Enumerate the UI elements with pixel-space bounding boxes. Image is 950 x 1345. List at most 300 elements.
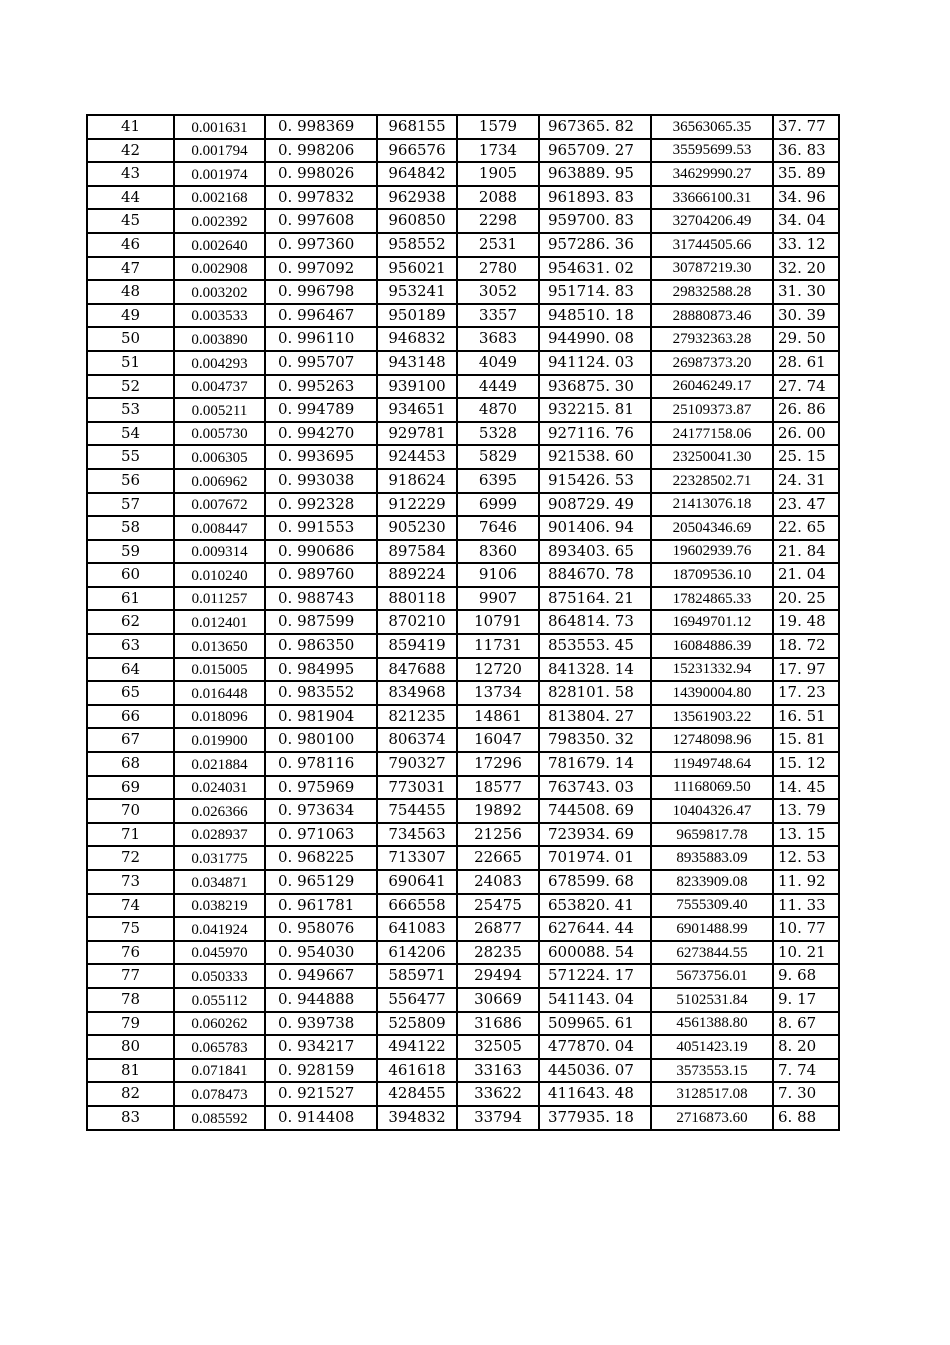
table-row — [87, 823, 839, 847]
table-row — [87, 894, 839, 918]
person-years-cell: 763743. 03 — [539, 776, 651, 800]
table-row — [87, 445, 839, 469]
total-person-years-cell: 3573553.15 — [651, 1059, 773, 1083]
death-prob-cell: 0.003890 — [174, 327, 265, 351]
survivors-cell: 754455 — [377, 799, 457, 823]
survivors-cell: 929781 — [377, 422, 457, 446]
survivors-cell: 968155 — [377, 115, 457, 139]
survivors-cell: 859419 — [377, 634, 457, 658]
age-cell: 79 — [87, 1012, 174, 1036]
age-cell: 63 — [87, 634, 174, 658]
age-cell: 74 — [87, 894, 174, 918]
deaths-cell: 9907 — [457, 587, 539, 611]
deaths-cell: 2088 — [457, 186, 539, 210]
table-row — [87, 964, 839, 988]
life-expectancy-cell: 24. 31 — [773, 469, 839, 493]
age-cell: 81 — [87, 1059, 174, 1083]
table-row — [87, 516, 839, 540]
survival-prob-cell: 0. 986350 — [265, 634, 377, 658]
age-cell: 43 — [87, 162, 174, 186]
age-cell: 80 — [87, 1035, 174, 1059]
table-row — [87, 1082, 839, 1106]
deaths-cell: 19892 — [457, 799, 539, 823]
table-row — [87, 1035, 839, 1059]
survivors-cell: 962938 — [377, 186, 457, 210]
life-expectancy-cell: 17. 23 — [773, 681, 839, 705]
deaths-cell: 3052 — [457, 280, 539, 304]
survival-prob-cell: 0. 995263 — [265, 375, 377, 399]
survivors-cell: 773031 — [377, 776, 457, 800]
survival-prob-cell: 0. 984995 — [265, 658, 377, 682]
table-row — [87, 280, 839, 304]
table-row — [87, 186, 839, 210]
death-prob-cell: 0.006305 — [174, 445, 265, 469]
age-cell: 59 — [87, 540, 174, 564]
table-row — [87, 587, 839, 611]
death-prob-cell: 0.045970 — [174, 941, 265, 965]
deaths-cell: 17296 — [457, 752, 539, 776]
life-expectancy-cell: 7. 30 — [773, 1082, 839, 1106]
life-expectancy-cell: 11. 33 — [773, 894, 839, 918]
survivors-cell: 394832 — [377, 1106, 457, 1130]
life-expectancy-cell: 12. 53 — [773, 846, 839, 870]
survival-prob-cell: 0. 987599 — [265, 610, 377, 634]
deaths-cell: 26877 — [457, 917, 539, 941]
person-years-cell: 653820. 41 — [539, 894, 651, 918]
life-expectancy-cell: 18. 72 — [773, 634, 839, 658]
survivors-cell: 494122 — [377, 1035, 457, 1059]
total-person-years-cell: 17824865.33 — [651, 587, 773, 611]
deaths-cell: 22665 — [457, 846, 539, 870]
life-table — [86, 114, 840, 1131]
life-expectancy-cell: 13. 79 — [773, 799, 839, 823]
death-prob-cell: 0.011257 — [174, 587, 265, 611]
age-cell: 55 — [87, 445, 174, 469]
life-expectancy-cell: 27. 74 — [773, 375, 839, 399]
survival-prob-cell: 0. 998026 — [265, 162, 377, 186]
age-cell: 46 — [87, 233, 174, 257]
age-cell: 66 — [87, 705, 174, 729]
table-row — [87, 209, 839, 233]
person-years-cell: 864814. 73 — [539, 610, 651, 634]
total-person-years-cell: 7555309.40 — [651, 894, 773, 918]
survivors-cell: 806374 — [377, 728, 457, 752]
survival-prob-cell: 0. 978116 — [265, 752, 377, 776]
deaths-cell: 1905 — [457, 162, 539, 186]
person-years-cell: 921538. 60 — [539, 445, 651, 469]
death-prob-cell: 0.038219 — [174, 894, 265, 918]
survivors-cell: 428455 — [377, 1082, 457, 1106]
person-years-cell: 957286. 36 — [539, 233, 651, 257]
person-years-cell: 541143. 04 — [539, 988, 651, 1012]
person-years-cell: 853553. 45 — [539, 634, 651, 658]
total-person-years-cell: 26046249.17 — [651, 375, 773, 399]
total-person-years-cell: 18709536.10 — [651, 563, 773, 587]
table-row — [87, 681, 839, 705]
table-row — [87, 233, 839, 257]
table-row — [87, 563, 839, 587]
total-person-years-cell: 33666100.31 — [651, 186, 773, 210]
survivors-cell: 964842 — [377, 162, 457, 186]
total-person-years-cell: 5673756.01 — [651, 964, 773, 988]
total-person-years-cell: 22328502.71 — [651, 469, 773, 493]
deaths-cell: 10791 — [457, 610, 539, 634]
person-years-cell: 967365. 82 — [539, 115, 651, 139]
death-prob-cell: 0.001631 — [174, 115, 265, 139]
person-years-cell: 798350. 32 — [539, 728, 651, 752]
table-row — [87, 351, 839, 375]
deaths-cell: 2531 — [457, 233, 539, 257]
survival-prob-cell: 0. 998369 — [265, 115, 377, 139]
life-expectancy-cell: 25. 15 — [773, 445, 839, 469]
death-prob-cell: 0.005730 — [174, 422, 265, 446]
total-person-years-cell: 16084886.39 — [651, 634, 773, 658]
deaths-cell: 5328 — [457, 422, 539, 446]
table-row — [87, 540, 839, 564]
survival-prob-cell: 0. 914408 — [265, 1106, 377, 1130]
life-expectancy-cell: 29. 50 — [773, 327, 839, 351]
death-prob-cell: 0.050333 — [174, 964, 265, 988]
table-row — [87, 917, 839, 941]
life-expectancy-cell: 10. 77 — [773, 917, 839, 941]
survival-prob-cell: 0. 980100 — [265, 728, 377, 752]
survival-prob-cell: 0. 991553 — [265, 516, 377, 540]
deaths-cell: 33163 — [457, 1059, 539, 1083]
death-prob-cell: 0.001794 — [174, 139, 265, 163]
person-years-cell: 941124. 03 — [539, 351, 651, 375]
total-person-years-cell: 5102531.84 — [651, 988, 773, 1012]
death-prob-cell: 0.034871 — [174, 870, 265, 894]
life-expectancy-cell: 26. 86 — [773, 398, 839, 422]
survival-prob-cell: 0. 998206 — [265, 139, 377, 163]
survivors-cell: 912229 — [377, 493, 457, 517]
survival-prob-cell: 0. 992328 — [265, 493, 377, 517]
death-prob-cell: 0.016448 — [174, 681, 265, 705]
total-person-years-cell: 26987373.20 — [651, 351, 773, 375]
life-expectancy-cell: 15. 12 — [773, 752, 839, 776]
deaths-cell: 9106 — [457, 563, 539, 587]
age-cell: 72 — [87, 846, 174, 870]
life-expectancy-cell: 10. 21 — [773, 941, 839, 965]
age-cell: 53 — [87, 398, 174, 422]
deaths-cell: 21256 — [457, 823, 539, 847]
life-expectancy-cell: 26. 00 — [773, 422, 839, 446]
life-expectancy-cell: 19. 48 — [773, 610, 839, 634]
death-prob-cell: 0.018096 — [174, 705, 265, 729]
death-prob-cell: 0.004293 — [174, 351, 265, 375]
survival-prob-cell: 0. 958076 — [265, 917, 377, 941]
table-row — [87, 115, 839, 139]
age-cell: 64 — [87, 658, 174, 682]
survival-prob-cell: 0. 971063 — [265, 823, 377, 847]
person-years-cell: 893403. 65 — [539, 540, 651, 564]
age-cell: 60 — [87, 563, 174, 587]
age-cell: 49 — [87, 304, 174, 328]
person-years-cell: 571224. 17 — [539, 964, 651, 988]
survival-prob-cell: 0. 944888 — [265, 988, 377, 1012]
age-cell: 44 — [87, 186, 174, 210]
survivors-cell: 897584 — [377, 540, 457, 564]
age-cell: 61 — [87, 587, 174, 611]
death-prob-cell: 0.015005 — [174, 658, 265, 682]
age-cell: 77 — [87, 964, 174, 988]
survivors-cell: 943148 — [377, 351, 457, 375]
survivors-cell: 889224 — [377, 563, 457, 587]
survivors-cell: 585971 — [377, 964, 457, 988]
total-person-years-cell: 10404326.47 — [651, 799, 773, 823]
death-prob-cell: 0.055112 — [174, 988, 265, 1012]
life-expectancy-cell: 11. 92 — [773, 870, 839, 894]
total-person-years-cell: 20504346.69 — [651, 516, 773, 540]
deaths-cell: 3357 — [457, 304, 539, 328]
person-years-cell: 600088. 54 — [539, 941, 651, 965]
person-years-cell: 841328. 14 — [539, 658, 651, 682]
death-prob-cell: 0.085592 — [174, 1106, 265, 1130]
total-person-years-cell: 9659817.78 — [651, 823, 773, 847]
deaths-cell: 4049 — [457, 351, 539, 375]
person-years-cell: 963889. 95 — [539, 162, 651, 186]
total-person-years-cell: 4051423.19 — [651, 1035, 773, 1059]
deaths-cell: 32505 — [457, 1035, 539, 1059]
table-row — [87, 752, 839, 776]
table-row — [87, 162, 839, 186]
age-cell: 52 — [87, 375, 174, 399]
deaths-cell: 33622 — [457, 1082, 539, 1106]
table-row — [87, 139, 839, 163]
survivors-cell: 821235 — [377, 705, 457, 729]
death-prob-cell: 0.012401 — [174, 610, 265, 634]
survivors-cell: 641083 — [377, 917, 457, 941]
age-cell: 41 — [87, 115, 174, 139]
person-years-cell: 781679. 14 — [539, 752, 651, 776]
person-years-cell: 915426. 53 — [539, 469, 651, 493]
person-years-cell: 944990. 08 — [539, 327, 651, 351]
life-expectancy-cell: 37. 77 — [773, 115, 839, 139]
death-prob-cell: 0.007672 — [174, 493, 265, 517]
table-row — [87, 658, 839, 682]
total-person-years-cell: 29832588.28 — [651, 280, 773, 304]
person-years-cell: 723934. 69 — [539, 823, 651, 847]
life-expectancy-cell: 9. 68 — [773, 964, 839, 988]
life-expectancy-cell: 8. 67 — [773, 1012, 839, 1036]
survivors-cell: 958552 — [377, 233, 457, 257]
total-person-years-cell: 32704206.49 — [651, 209, 773, 233]
survivors-cell: 690641 — [377, 870, 457, 894]
deaths-cell: 16047 — [457, 728, 539, 752]
age-cell: 75 — [87, 917, 174, 941]
survivors-cell: 525809 — [377, 1012, 457, 1036]
table-row — [87, 304, 839, 328]
person-years-cell: 965709. 27 — [539, 139, 651, 163]
survival-prob-cell: 0. 996110 — [265, 327, 377, 351]
death-prob-cell: 0.031775 — [174, 846, 265, 870]
death-prob-cell: 0.024031 — [174, 776, 265, 800]
person-years-cell: 961893. 83 — [539, 186, 651, 210]
survival-prob-cell: 0. 973634 — [265, 799, 377, 823]
survival-prob-cell: 0. 954030 — [265, 941, 377, 965]
survivors-cell: 918624 — [377, 469, 457, 493]
deaths-cell: 8360 — [457, 540, 539, 564]
table-row — [87, 941, 839, 965]
life-expectancy-cell: 6. 88 — [773, 1106, 839, 1130]
age-cell: 82 — [87, 1082, 174, 1106]
deaths-cell: 2298 — [457, 209, 539, 233]
life-expectancy-cell: 28. 61 — [773, 351, 839, 375]
total-person-years-cell: 11949748.64 — [651, 752, 773, 776]
total-person-years-cell: 30787219.30 — [651, 257, 773, 281]
death-prob-cell: 0.001974 — [174, 162, 265, 186]
age-cell: 42 — [87, 139, 174, 163]
table-row — [87, 705, 839, 729]
survivors-cell: 556477 — [377, 988, 457, 1012]
age-cell: 69 — [87, 776, 174, 800]
total-person-years-cell: 11168069.50 — [651, 776, 773, 800]
age-cell: 48 — [87, 280, 174, 304]
survival-prob-cell: 0. 997608 — [265, 209, 377, 233]
person-years-cell: 884670. 78 — [539, 563, 651, 587]
age-cell: 58 — [87, 516, 174, 540]
age-cell: 51 — [87, 351, 174, 375]
survival-prob-cell: 0. 994270 — [265, 422, 377, 446]
survivors-cell: 934651 — [377, 398, 457, 422]
survivors-cell: 834968 — [377, 681, 457, 705]
survival-prob-cell: 0. 997832 — [265, 186, 377, 210]
death-prob-cell: 0.060262 — [174, 1012, 265, 1036]
death-prob-cell: 0.002168 — [174, 186, 265, 210]
survival-prob-cell: 0. 990686 — [265, 540, 377, 564]
age-cell: 65 — [87, 681, 174, 705]
person-years-cell: 951714. 83 — [539, 280, 651, 304]
total-person-years-cell: 3128517.08 — [651, 1082, 773, 1106]
survival-prob-cell: 0. 965129 — [265, 870, 377, 894]
survival-prob-cell: 0. 993695 — [265, 445, 377, 469]
life-expectancy-cell: 34. 96 — [773, 186, 839, 210]
survivors-cell: 614206 — [377, 941, 457, 965]
death-prob-cell: 0.002392 — [174, 209, 265, 233]
survivors-cell: 939100 — [377, 375, 457, 399]
age-cell: 83 — [87, 1106, 174, 1130]
deaths-cell: 30669 — [457, 988, 539, 1012]
deaths-cell: 5829 — [457, 445, 539, 469]
death-prob-cell: 0.004737 — [174, 375, 265, 399]
deaths-cell: 2780 — [457, 257, 539, 281]
total-person-years-cell: 19602939.76 — [651, 540, 773, 564]
death-prob-cell: 0.013650 — [174, 634, 265, 658]
table-row — [87, 327, 839, 351]
death-prob-cell: 0.028937 — [174, 823, 265, 847]
person-years-cell: 411643. 48 — [539, 1082, 651, 1106]
table-row — [87, 846, 839, 870]
survivors-cell: 790327 — [377, 752, 457, 776]
deaths-cell: 7646 — [457, 516, 539, 540]
life-expectancy-cell: 14. 45 — [773, 776, 839, 800]
life-expectancy-cell: 16. 51 — [773, 705, 839, 729]
person-years-cell: 908729. 49 — [539, 493, 651, 517]
table-row — [87, 634, 839, 658]
survival-prob-cell: 0. 995707 — [265, 351, 377, 375]
person-years-cell: 627644. 44 — [539, 917, 651, 941]
age-cell: 47 — [87, 257, 174, 281]
survival-prob-cell: 0. 996467 — [265, 304, 377, 328]
total-person-years-cell: 35595699.53 — [651, 139, 773, 163]
life-expectancy-cell: 30. 39 — [773, 304, 839, 328]
survival-prob-cell: 0. 997360 — [265, 233, 377, 257]
total-person-years-cell: 31744505.66 — [651, 233, 773, 257]
age-cell: 68 — [87, 752, 174, 776]
deaths-cell: 3683 — [457, 327, 539, 351]
life-expectancy-cell: 13. 15 — [773, 823, 839, 847]
survival-prob-cell: 0. 934217 — [265, 1035, 377, 1059]
person-years-cell: 509965. 61 — [539, 1012, 651, 1036]
deaths-cell: 4449 — [457, 375, 539, 399]
table-row — [87, 398, 839, 422]
survivors-cell: 953241 — [377, 280, 457, 304]
survivors-cell: 666558 — [377, 894, 457, 918]
death-prob-cell: 0.071841 — [174, 1059, 265, 1083]
table-row — [87, 870, 839, 894]
life-expectancy-cell: 35. 89 — [773, 162, 839, 186]
deaths-cell: 11731 — [457, 634, 539, 658]
total-person-years-cell: 24177158.06 — [651, 422, 773, 446]
death-prob-cell: 0.002640 — [174, 233, 265, 257]
survival-prob-cell: 0. 981904 — [265, 705, 377, 729]
person-years-cell: 828101. 58 — [539, 681, 651, 705]
total-person-years-cell: 15231332.94 — [651, 658, 773, 682]
death-prob-cell: 0.078473 — [174, 1082, 265, 1106]
person-years-cell: 875164. 21 — [539, 587, 651, 611]
total-person-years-cell: 36563065.35 — [651, 115, 773, 139]
age-cell: 50 — [87, 327, 174, 351]
death-prob-cell: 0.019900 — [174, 728, 265, 752]
table-row — [87, 469, 839, 493]
life-expectancy-cell: 9. 17 — [773, 988, 839, 1012]
table-row — [87, 257, 839, 281]
life-expectancy-cell: 23. 47 — [773, 493, 839, 517]
person-years-cell: 948510. 18 — [539, 304, 651, 328]
deaths-cell: 1734 — [457, 139, 539, 163]
survivors-cell: 880118 — [377, 587, 457, 611]
death-prob-cell: 0.009314 — [174, 540, 265, 564]
age-cell: 71 — [87, 823, 174, 847]
life-expectancy-cell: 17. 97 — [773, 658, 839, 682]
survivors-cell: 461618 — [377, 1059, 457, 1083]
deaths-cell: 14861 — [457, 705, 539, 729]
total-person-years-cell: 6273844.55 — [651, 941, 773, 965]
survivors-cell: 870210 — [377, 610, 457, 634]
total-person-years-cell: 8233909.08 — [651, 870, 773, 894]
table-row — [87, 988, 839, 1012]
survival-prob-cell: 0. 975969 — [265, 776, 377, 800]
death-prob-cell: 0.026366 — [174, 799, 265, 823]
table-row — [87, 728, 839, 752]
life-expectancy-cell: 33. 12 — [773, 233, 839, 257]
person-years-cell: 477870. 04 — [539, 1035, 651, 1059]
death-prob-cell: 0.010240 — [174, 563, 265, 587]
life-expectancy-cell: 15. 81 — [773, 728, 839, 752]
age-cell: 70 — [87, 799, 174, 823]
person-years-cell: 445036. 07 — [539, 1059, 651, 1083]
death-prob-cell: 0.002908 — [174, 257, 265, 281]
person-years-cell: 678599. 68 — [539, 870, 651, 894]
survivors-cell: 960850 — [377, 209, 457, 233]
death-prob-cell: 0.006962 — [174, 469, 265, 493]
table-row — [87, 776, 839, 800]
table-row — [87, 375, 839, 399]
life-expectancy-cell: 20. 25 — [773, 587, 839, 611]
deaths-cell: 25475 — [457, 894, 539, 918]
deaths-cell: 6395 — [457, 469, 539, 493]
total-person-years-cell: 6901488.99 — [651, 917, 773, 941]
